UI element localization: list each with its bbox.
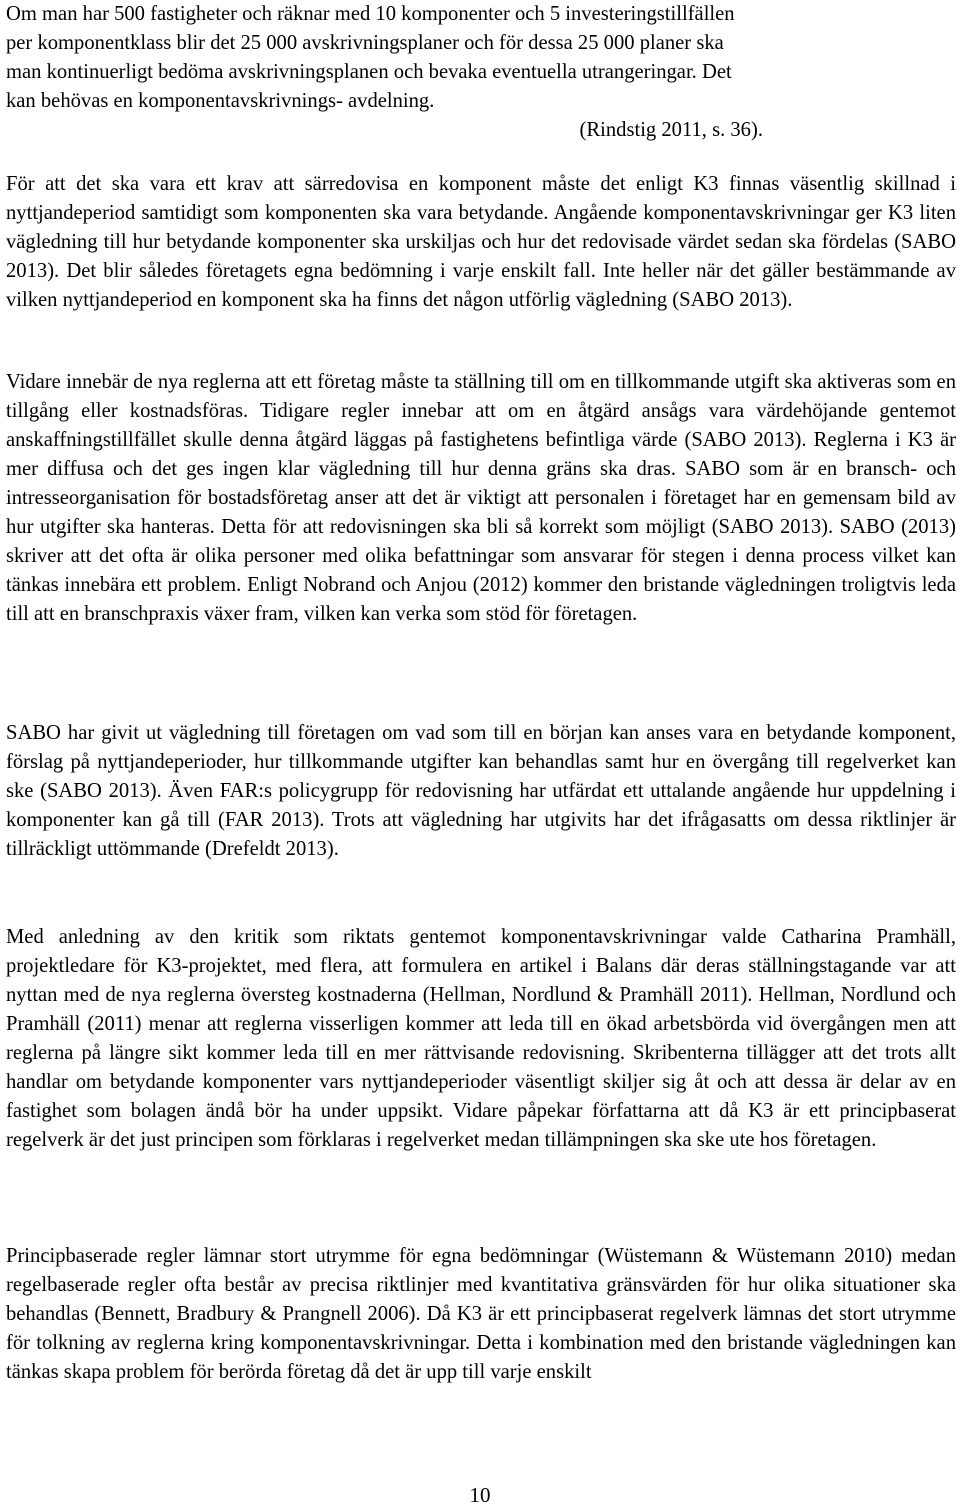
quote-line: man kontinuerligt bedöma avskrivningsplanen och bevaka eventuella utrangeringar. Det	[6, 61, 732, 83]
quote-line: per komponentklass blir det 25 000 avskrivningsplaner och för dessa 25 000 planer ska	[6, 32, 724, 54]
paragraph-sabo-guidance: SABO har givit ut vägledning till företagen om vad som till en början kan anses vara en betydande komponent, förslag på nyttjandeperioder, hur tillkommande utgifter kan behandlas samt hur en övergång till regelverket kan ske (SABO 2013). Även FAR:s policygrupp för redovisning har utfärdat ett uttalande angående hur uppdelning i komponenter kan gå till (FAR 2013). Trots att vägledning har utgivits har det ifrågasatts om dessa riktlinjer är tillräckligt uttömmande (Drefeldt 2013).	[6, 722, 956, 860]
block-quote	[6, 0, 956, 145]
paragraph-criticism-response: Med anledning av den kritik som riktats gentemot komponentavskrivningar valde Catharina Pramhäll, projektledare för K3-projektet, med flera, att formulera en artikel i Balans där deras ställningstagande var att nyttan med de nya reglerna översteg kostnaderna (Hellman, Nordlund & Pramhäll 2011). Hellman, Nordlund och Pramhäll (2011) menar att reglerna visserligen kommer att leda till en ökad arbetsbörda vid övergången men att reglerna på längre sikt kommer leda till en mer rättvisande redovisning. Skribenterna tillägger att det trots allt handlar om betydande komponenter vars nyttjandeperioder väsentligt skiljer sig åt och att dessa är delar av en fastighet som bolagen ändå bör ha under uppsikt. Vidare påpekar författarna att då K3 är ett principbaserat regelverk är det just principen som förklaras i regelverket medan tillämpningen ska ske ute hos företagen.	[6, 926, 956, 1151]
page-number: 10	[469, 1483, 491, 1507]
quote-line: kan behövas en komponentavskrivnings- avdelning.	[6, 90, 435, 112]
quote-line: Om man har 500 fastigheter och räknar med 10 komponenter och 5 investeringstillfällen	[6, 3, 735, 25]
paragraph-principle-based-rules: Principbaserade regler lämnar stort utrymme för egna bedömningar (Wüstemann & Wüstemann 2010) medan regelbaserade regler ofta består av precisa riktlinjer med kvantitativa gränsvärden för hur olika situationer ska behandlas (Bennett, Bradbury & Prangnell 2006). Då K3 är ett principbaserat regelverk lämnas det stort utrymme för tolkning av reglerna kring komponentavskrivningar. Detta i kombination med den bristande vägledningen kan tänkas skapa problem för berörda företag då det är upp till varje enskilt	[6, 1245, 956, 1383]
paragraph-component-requirement: För att det ska vara ett krav att särredovisa en komponent måste det enligt K3 finnas väsentlig skillnad i nyttjandeperiod samtidigt som komponenten ska vara betydande. Angående komponentavskrivningar ger K3 liten vägledning till hur betydande komponenter ska urskiljas och hur det redovisade värdet sedan ska fördelas (SABO 2013). Det blir således företagets egna bedömning i varje enskilt fall. Inte heller när det gäller bestämmande av vilken nyttjandeperiod en komponent ska ha finns det någon utförlig vägledning (SABO 2013).	[6, 173, 956, 311]
quote-citation: (Rindstig 2011, s. 36).	[579, 119, 763, 141]
paragraph-additional-expenses: Vidare innebär de nya reglerna att ett företag måste ta ställning till om en tillkommande utgift ska aktiveras som en tillgång eller kostnadsföras. Tidigare regler innebar att om en åtgärd ansågs vara värdehöjande gentemot anskaffningstillfället skulle denna åtgärd läggas på fastighetens befintliga värde (SABO 2013). Reglerna i K3 är mer diffusa och det ges ingen klar vägledning till hur denna gräns ska dras. SABO som är en bransch- och intresseorganisation för bostadsföretag anser att det är viktigt att personalen i företaget har en gemensam bild av hur utgifter ska hanteras. Detta för att redovisningen ska bli så korrekt som möjligt (SABO 2013). SABO (2013) skriver att det ofta är olika personer med olika befattningar som ansvarar för stegen i denna process vilket kan tänkas innebära ett problem. Enligt Nobrand och Anjou (2012) kommer den bristande vägledningen troligtvis leda till att en branschpraxis växer fram, vilken kan verka som stöd för företagen.	[6, 371, 956, 625]
